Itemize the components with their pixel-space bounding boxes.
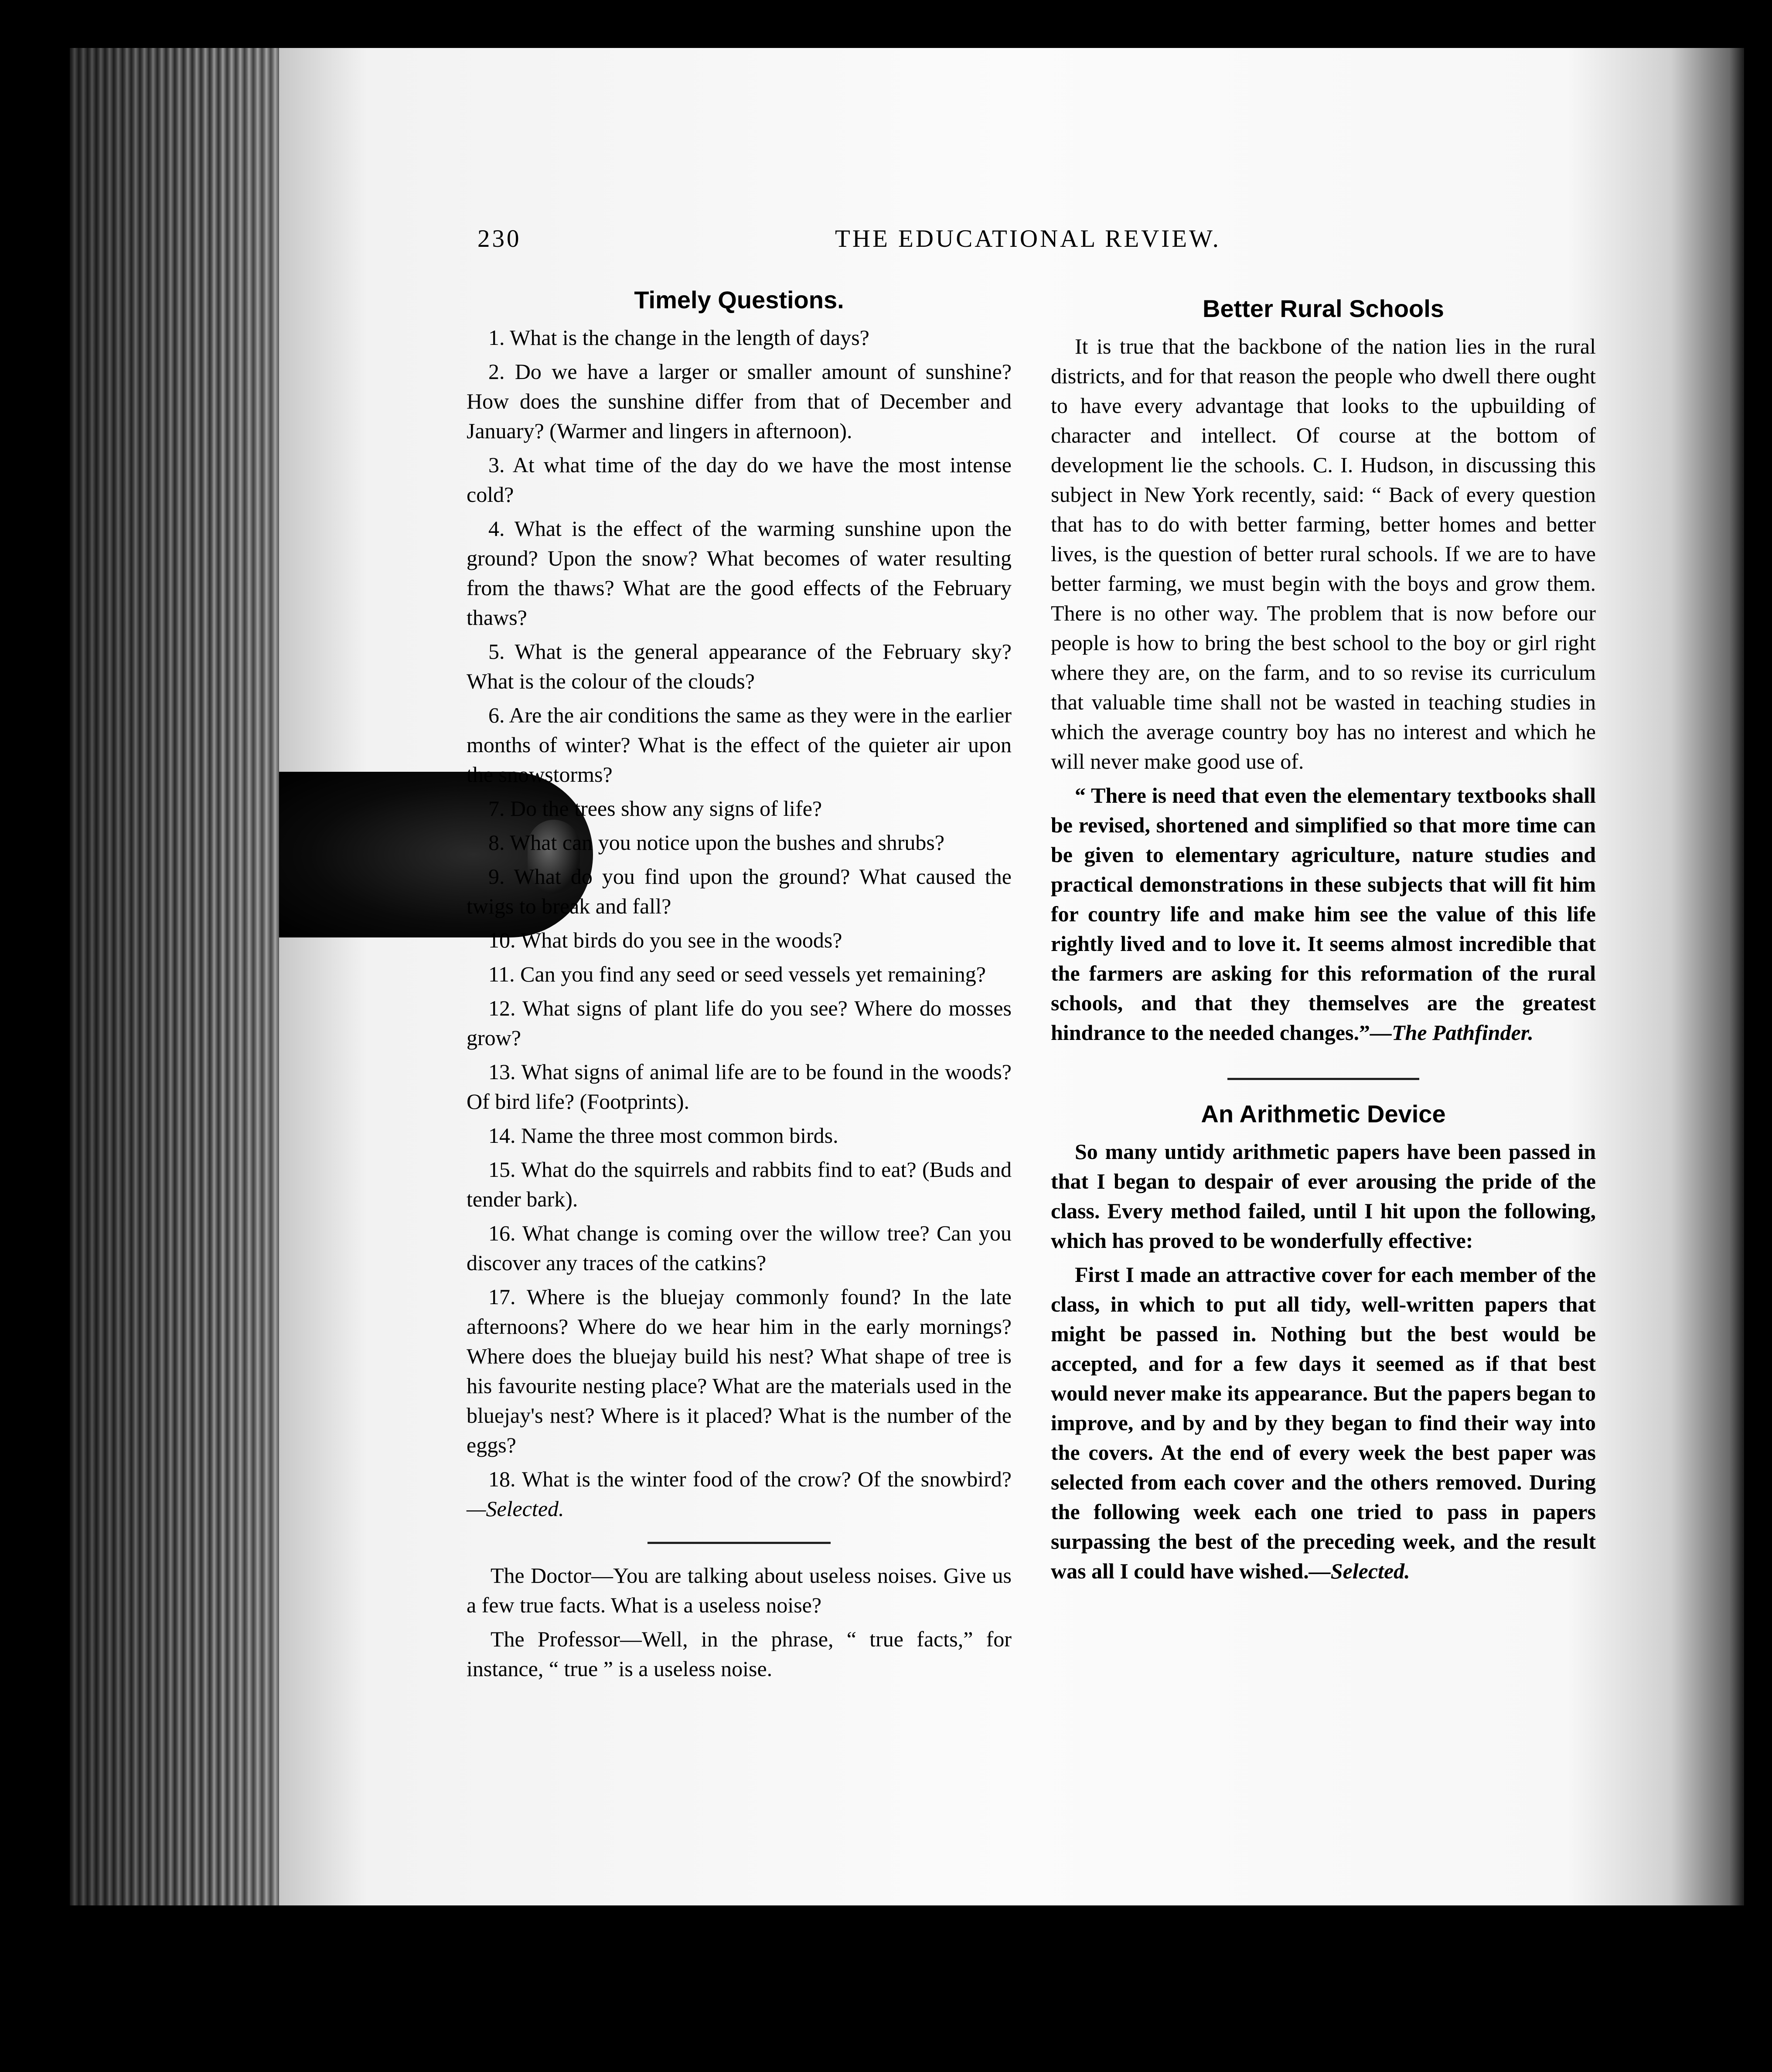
- question-item: [467, 450, 1012, 509]
- question-text: Where is the bluejay commonly found? In the late afternoons? Where do we hear him in the early mornings? Where does the bluejay build his nest? What shape of tree is his favourite nesting place? What are the materials used in the bluejay's nest? Where is it placed? What is the number of the eggs?: [467, 1285, 1012, 1458]
- question-text: What can you notice upon the bushes and shrubs?: [510, 830, 945, 855]
- question-number: 13.: [488, 1060, 516, 1084]
- question-text: Can you find any seed or seed vessels yet remaining?: [520, 962, 986, 987]
- question-text: What is the effect of the warming sunshine upon the ground? Upon the snow? What becomes of water resulting from the thaws? What are the good effects of the February thaws?: [467, 516, 1012, 630]
- arithmetic-paragraph-1: So many untidy arithmetic papers have been passed in that I began to despair of ever arousing the pride of the class. Every method failed, until I hit upon the following, which has proved to be wonderfully effective:: [1051, 1139, 1596, 1253]
- better-rural-schools-heading: Better Rural Schools: [1203, 295, 1444, 322]
- rural-schools-paragraph-2: [1051, 780, 1596, 1047]
- question-item: [467, 514, 1012, 632]
- page-number: 230: [477, 225, 521, 252]
- question-text: What do you find upon the ground? What caused the twigs to break and fall?: [467, 864, 1012, 919]
- question-number: 10.: [488, 928, 516, 953]
- arithmetic-paragraph-2: [1051, 1260, 1596, 1586]
- journal-title: THE EDUCATIONAL REVIEW.: [835, 225, 1221, 252]
- question-item: [467, 1057, 1012, 1116]
- rural-schools-paragraph-2-text: “ There is need that even the elementary textbooks shall be revised, shortened and simplified so that more time can be given to elementary agriculture, nature studies and practical demonstrations in these subjects that will fit him for country life and make him see the value of this life rightly lived and to love it. It seems almost incredible that the farmers are asking for this reformation of the rural schools, and that they themselves are the greatest hindrance to the needed changes.”: [1051, 783, 1596, 1045]
- question-number: 9.: [488, 864, 505, 889]
- question-number: 5.: [488, 639, 505, 664]
- question-text: What birds do you see in the woods?: [521, 928, 842, 953]
- question-item: [467, 323, 1012, 352]
- question-item: [467, 1155, 1012, 1214]
- question-item: [467, 637, 1012, 696]
- question-number: 6.: [488, 703, 505, 728]
- question-number: 8.: [488, 830, 505, 855]
- question-number: 1.: [488, 325, 505, 350]
- question-text: Do the trees show any signs of life?: [510, 796, 822, 821]
- left-column: [467, 283, 1012, 1688]
- question-item: [467, 1218, 1012, 1278]
- question-text: What change is coming over the willow tree? Can you discover any traces of the catkins?: [467, 1221, 1012, 1275]
- question-number: 11.: [488, 962, 515, 987]
- question-text: What signs of plant life do you see? Where do mosses grow?: [467, 996, 1012, 1050]
- question-text: Do we have a larger or smaller amount of sunshine? How does the sunshine differ from that of December and January? (Warmer and lingers in afternoon).: [467, 359, 1012, 443]
- page-header: [477, 225, 1284, 259]
- question-item: [467, 1282, 1012, 1460]
- arithmetic-paragraph-2-text: First I made an attractive cover for each member of the class, in which to put all tidy, well-written papers that might be passed in. Nothing but the best would be accepted, and for a few days it seemed as if that best would never make its appearance. But the papers began to improve, and by and by they began to find their way into the covers. At the end of every week the best paper was selected from each cover and the others removed. During the following week each one tried to pass in papers surpassing the best of the preceding week, and the result was all I could have wished.: [1051, 1262, 1596, 1584]
- question-text: What is the general appearance of the February sky? What is the colour of the clouds?: [467, 639, 1012, 694]
- questions-source: —Selected.: [467, 1496, 564, 1521]
- question-item: [467, 1121, 1012, 1150]
- question-text: What is the change in the length of days?: [510, 325, 869, 350]
- question-text: What do the squirrels and rabbits find to eat? (Buds and tender bark).: [467, 1157, 1012, 1212]
- question-item: [467, 1464, 1012, 1523]
- question-number: 18.: [488, 1467, 516, 1492]
- joke-doctor: The Doctor—You are talking about useless noises. Give us a few true facts. What is a useless noise?: [467, 1563, 1012, 1618]
- question-list: [467, 323, 1012, 1523]
- arithmetic-source: —Selected.: [1309, 1559, 1410, 1584]
- joke-professor: The Professor—Well, in the phrase, “ true facts,” for instance, “ true ” is a useless noise.: [467, 1627, 1012, 1681]
- arithmetic-device-heading: An Arithmetic Device: [1201, 1100, 1446, 1128]
- question-number: 4.: [488, 516, 505, 541]
- question-item: [467, 993, 1012, 1053]
- rural-schools-source: —The Pathfinder.: [1370, 1020, 1533, 1045]
- book-page-edges: [70, 48, 283, 1905]
- question-number: 2.: [488, 359, 505, 384]
- question-item: [467, 959, 1012, 989]
- divider-rule: [1227, 1078, 1419, 1080]
- divider-rule: [647, 1542, 831, 1544]
- question-number: 16.: [488, 1221, 516, 1246]
- question-item: [467, 700, 1012, 789]
- rural-schools-paragraph-1: It is true that the backbone of the nation lies in the rural districts, and for that reason the people who dwell there ought to have every advantage that looks to the upbuilding of character and intellect. Of course at the bottom of development lie the schools. C. I. Hudson, in discussing this subject in New York recently, said: “ Back of every question that has to do with better farming, better homes and better lives, is the question of better rural schools. If we are to have better farming, we must begin with the boys and grow them. There is no other way. The problem that is now before our people is how to bring the best school to the boy or girl right where they are, on the farm, and to so revise its curriculum that valuable time shall not be wasted in teaching studies in which the average country boy has no interest and which he will never make good use of.: [1051, 334, 1596, 774]
- question-text: At what time of the day do we have the most intense cold?: [467, 453, 1012, 507]
- question-number: 7.: [488, 796, 505, 821]
- question-item: [467, 794, 1012, 823]
- question-text: What signs of animal life are to be found in the woods? Of bird life? (Footprints).: [467, 1060, 1012, 1114]
- question-number: 12.: [488, 996, 516, 1021]
- question-text: Name the three most common birds.: [521, 1123, 838, 1148]
- question-number: 17.: [488, 1285, 516, 1309]
- question-text: Are the air conditions the same as they were in the earlier months of winter? What is the effect of the quieter air upon the snowstorms?: [467, 703, 1012, 787]
- question-item: [467, 828, 1012, 857]
- question-item: [467, 357, 1012, 446]
- question-item: [467, 862, 1012, 921]
- question-number: 15.: [488, 1157, 516, 1182]
- timely-questions-heading: Timely Questions.: [634, 286, 844, 314]
- question-number: 14.: [488, 1123, 516, 1148]
- question-number: 3.: [488, 453, 505, 477]
- question-text: What is the winter food of the crow? Of the snowbird?: [522, 1467, 1012, 1492]
- question-item: [467, 925, 1012, 955]
- right-column: [1051, 292, 1596, 1590]
